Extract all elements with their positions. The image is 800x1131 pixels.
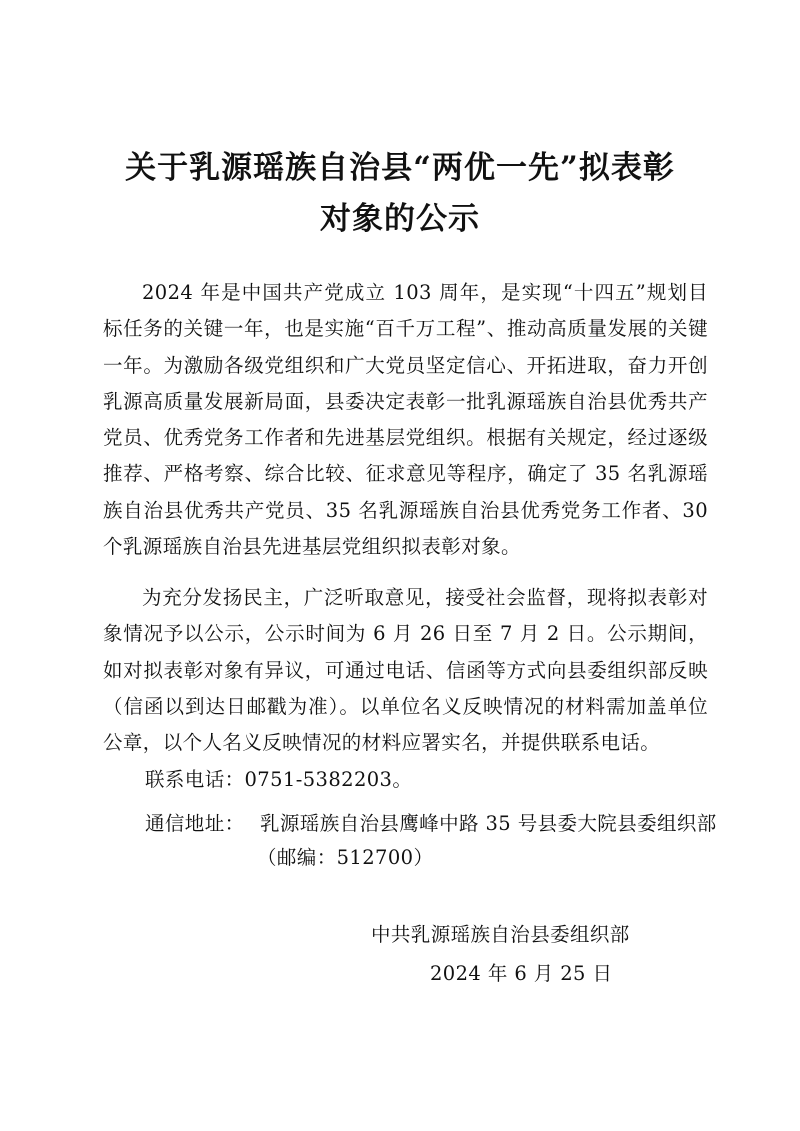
contact-phone: 联系电话：0751-5382203。 [145, 768, 413, 791]
signature-organization: 中共乳源瑶族自治县委组织部 [371, 923, 630, 946]
document-title-line-2: 对象的公示 [320, 201, 480, 237]
document-title-line-1: 关于乳源瑶族自治县“两优一先”拟表彰 [125, 150, 675, 186]
address-value: 乳源瑶族自治县鹰峰中路 35 号县委大院县委组织部 [260, 812, 717, 835]
signature-date: 2024 年 6 月 25 日 [430, 962, 613, 985]
address-label: 通信地址： [145, 812, 245, 835]
announcement-paragraph-2: 为充分发扬民主，广泛听取意见，接受社会监督，现将拟表彰对象情况予以公示，公示时间为 6 月 26 日至 7 月 2 日。公示期间，如对拟表彰对象有异议，可通过电话、信函等方式向县委组织部反映（信函以到达日邮戳为准）。以单位名义反映情况的材料需加盖单位公章，以个人名义反映情况的材料应署实名，并提供联系电话。 [103, 586, 708, 755]
postcode: （邮编：512700） [257, 846, 434, 869]
announcement-paragraph-1: 2024 年是中国共产党成立 103 周年，是实现“十四五”规划目标任务的关键一年，也是实施“百千万工程”、推动高质量发展的关键一年。为激励各级党组织和广大党员坚定信心、开拓进取，奋力开创乳源高质量发展新局面，县委决定表彰一批乳源瑶族自治县优秀共产党员、优秀党务工作者和先进基层党组织。根据有关规定，经过逐级推荐、严格考察、综合比较、征求意见等程序，确定了 35 名乳源瑶族自治县优秀共产党员、35 名乳源瑶族自治县优秀党务工作者、30 个乳源瑶族自治县先进基层党组织拟表彰对象。 [103, 281, 708, 559]
